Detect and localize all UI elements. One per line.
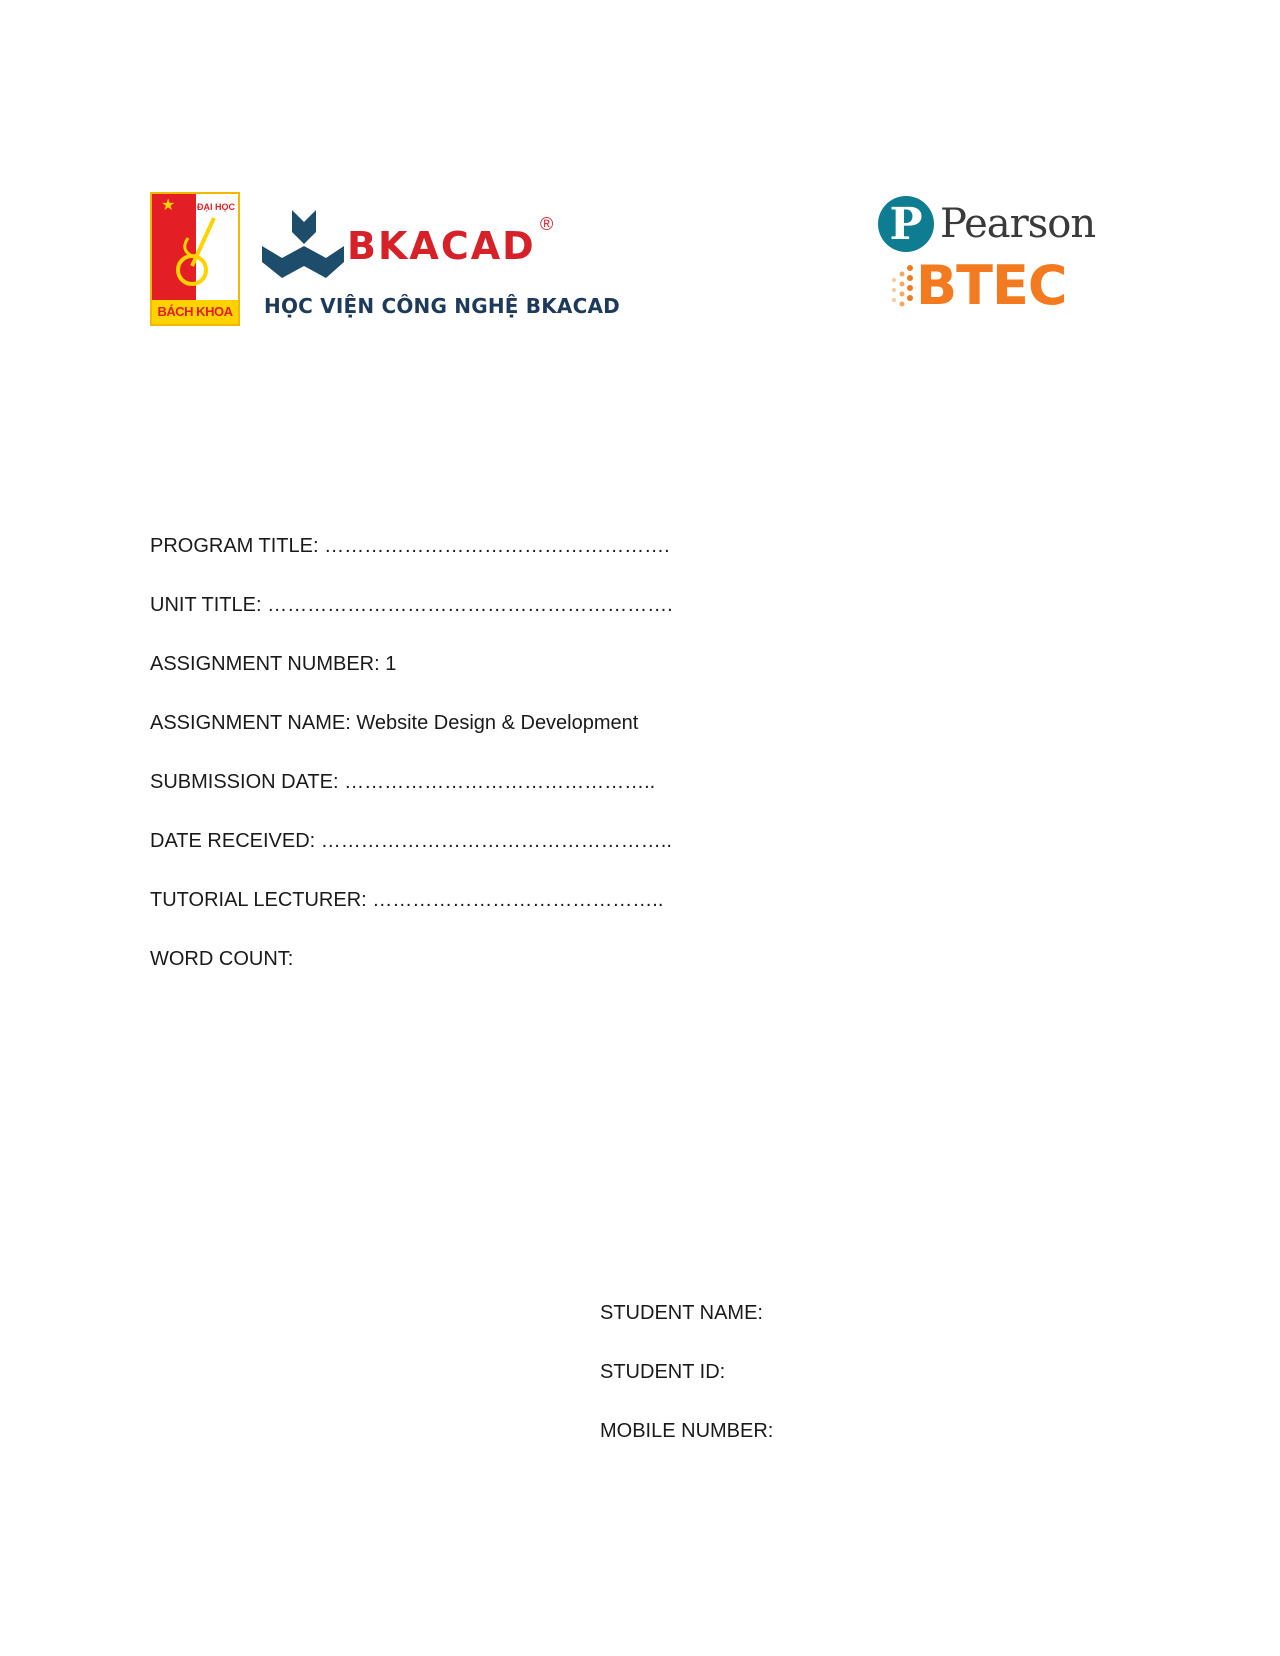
student-name-label: STUDENT NAME: — [600, 1302, 763, 1324]
bach-khoa-logo — [150, 192, 240, 326]
date-received-value: …………………………………………….. — [320, 830, 672, 852]
registered-icon: ® — [540, 214, 554, 234]
bach-khoa-top-text: ĐẠI HỌC — [197, 202, 235, 212]
word-count-field — [150, 948, 293, 971]
tutorial-lecturer-field — [150, 889, 663, 912]
btec-wordmark: BTEC — [916, 254, 1067, 317]
unit-title-value: ……………………………………………………. — [267, 594, 673, 616]
pearson-p-icon: P — [878, 196, 934, 252]
bkacad-wordmark: BKACAD — [347, 224, 536, 268]
assignment-number-field — [150, 653, 396, 676]
bach-khoa-bottom-text: BÁCH KHOA — [152, 300, 238, 324]
date-received-field — [150, 830, 672, 853]
btec-dots-icon — [888, 264, 918, 310]
bach-khoa-emblem-icon — [152, 194, 240, 304]
date-received-label: DATE RECEIVED: — [150, 830, 316, 852]
assignment-name-label: ASSIGNMENT NAME: — [150, 712, 351, 734]
student-id-field — [600, 1361, 725, 1384]
mobile-number-field — [600, 1420, 773, 1443]
pearson-btec-logo — [878, 196, 1098, 326]
star-icon: ★ — [161, 197, 176, 214]
word-count-label: WORD COUNT: — [150, 948, 294, 970]
assignment-number-label: ASSIGNMENT NUMBER: — [150, 653, 380, 675]
tutorial-lecturer-value: …………………………………….. — [372, 889, 664, 911]
student-id-label: STUDENT ID: — [600, 1361, 726, 1383]
pearson-wordmark: Pearson — [940, 201, 1096, 247]
assignment-name-value: Website Design & Development — [356, 712, 639, 734]
student-name-field — [600, 1302, 763, 1325]
submission-date-label: SUBMISSION DATE: — [150, 771, 339, 793]
program-title-value: ……………………………………………. — [324, 535, 670, 557]
bkacad-logo — [262, 210, 620, 330]
assignment-number-value: 1 — [385, 653, 397, 675]
submission-date-value: ……………………………………….. — [344, 771, 656, 793]
assignment-name-field — [150, 712, 638, 735]
bkacad-subtitle: HỌC VIỆN CÔNG NGHỆ BKACAD — [264, 294, 620, 318]
program-title-field — [150, 535, 670, 558]
unit-title-field — [150, 594, 673, 617]
unit-title-label: UNIT TITLE: — [150, 594, 262, 616]
bkacad-emblem-icon — [262, 210, 344, 282]
program-title-label: PROGRAM TITLE: — [150, 535, 319, 557]
tutorial-lecturer-label: TUTORIAL LECTURER: — [150, 889, 367, 911]
submission-date-field — [150, 771, 655, 794]
mobile-number-label: MOBILE NUMBER: — [600, 1420, 774, 1442]
